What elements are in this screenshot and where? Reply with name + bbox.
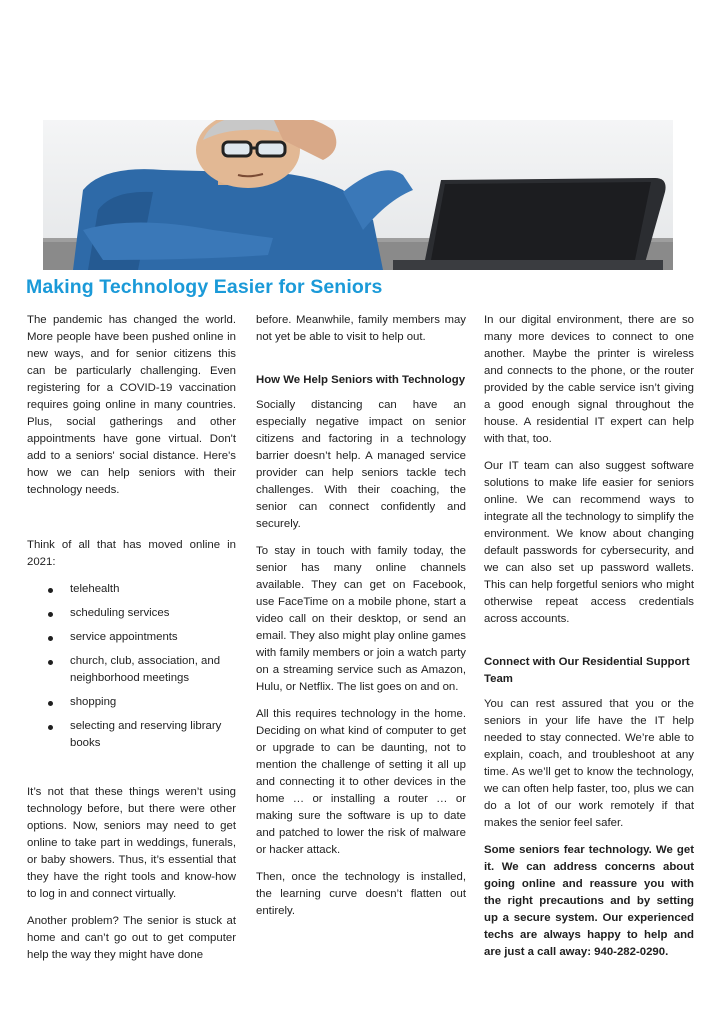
- column-3: [484, 312, 694, 971]
- list-item: shopping: [27, 694, 236, 711]
- body-paragraph: All this requires technology in the home. Deciding on what kind of computer to get or upgrade to can be daunting, not to mention the challenge of setting it all up and connecting it to other devices in the home … or installing a router … or making sure the software is up to date and patched to lower the risk of malware or hacker attack.: [256, 708, 466, 856]
- senior-at-laptop-illustration: [43, 120, 673, 270]
- section-heading: How We Help Seniors with Technology: [256, 374, 466, 386]
- body-paragraph: Our IT team can also suggest software solutions to make life easier for seniors online. We can recommend ways to integrate all the technology to simplify the environment. We know about changing default passwords for cybersecurity, and we can also set up password wallets. This can help forgetful seniors who might otherwise repeat access credentials across accounts.: [484, 460, 694, 625]
- body-paragraph: Socially distancing can have an especially negative impact on senior citizens and factoring in a technology barrier doesn’t help. A managed service provider can help seniors tackle tech challenges. With their coaching, the senior can connect confidently and securely.: [256, 399, 466, 530]
- list-intro: Think of all that has moved online in 2021:: [27, 539, 236, 568]
- body-paragraph: Then, once the technology is installed, the learning curve doesn’t flatten out entirely.: [256, 871, 466, 917]
- list-item: scheduling services: [27, 605, 236, 622]
- list-item: church, club, association, and neighborhood meetings: [27, 653, 236, 687]
- list-item: selecting and reserving library books: [27, 718, 236, 752]
- closing-paragraph: Some seniors fear technology. We get it. We can address concerns about going online and reassure you with the right precautions and by setting up a secure system. Our experienced techs are always happy to help and are just a call away: 940-282-0290.: [484, 844, 694, 958]
- list-item: telehealth: [27, 581, 236, 598]
- column-1: [27, 312, 236, 974]
- body-paragraph: It’s not that these things weren’t using technology before, but there were other options. Now, seniors may need to get online to take part in weddings, funerals, or baby showers. Thus, it’s essential that they have the right tools and know-how to log in and connect virtually.: [27, 786, 236, 900]
- body-paragraph: before. Meanwhile, family members may not yet be able to visit to help out.: [256, 314, 466, 343]
- column-2: [256, 312, 466, 930]
- body-paragraph: To stay in touch with family today, the senior has many online channels available. They can get on Facebook, use FaceTime on a mobile phone, start a video call on their desktop, or send an email. They also might play online games with family members or join a watch party on a streaming service such as Amazon, Hulu, or Netflix. The list goes on and on.: [256, 545, 466, 693]
- intro-paragraph: The pandemic has changed the world. More people have been pushed online in new ways, and for senior citizens this can be particularly challenging. Even registering for a COVID-19 vaccination requires going online in many countries. Plus, social gatherings and other appointments have gone virtual. Don't add to a seniors' social distance. Here's how we can help seniors with their technology needs.: [27, 314, 236, 496]
- body-paragraph: In our digital environment, there are so many more devices to connect to one another. Maybe the printer is wireless and connects to the phone, or the router provided by the cable service isn’t giving a good enough signal throughout the house. A residential IT expert can help with that, too.: [484, 314, 694, 445]
- body-paragraph: Another problem? The senior is stuck at home and can’t go out to get computer help the way they might have done: [27, 915, 236, 961]
- body-paragraph: You can rest assured that you or the seniors in your life have the IT help needed to stay connected. We’re able to explain, coach, and troubleshoot at any time. As we’ll get to know the technology, we can often help faster, too, plus we can do a lot of our work remotely if that makes the senior feel safer.: [484, 698, 694, 829]
- online-services-list: [27, 581, 236, 752]
- list-item: service appointments: [27, 629, 236, 646]
- page-title: Making Technology Easier for Seniors: [26, 276, 383, 298]
- section-heading: Connect with Our Residential Support Team: [484, 656, 690, 685]
- hero-image: [43, 120, 673, 270]
